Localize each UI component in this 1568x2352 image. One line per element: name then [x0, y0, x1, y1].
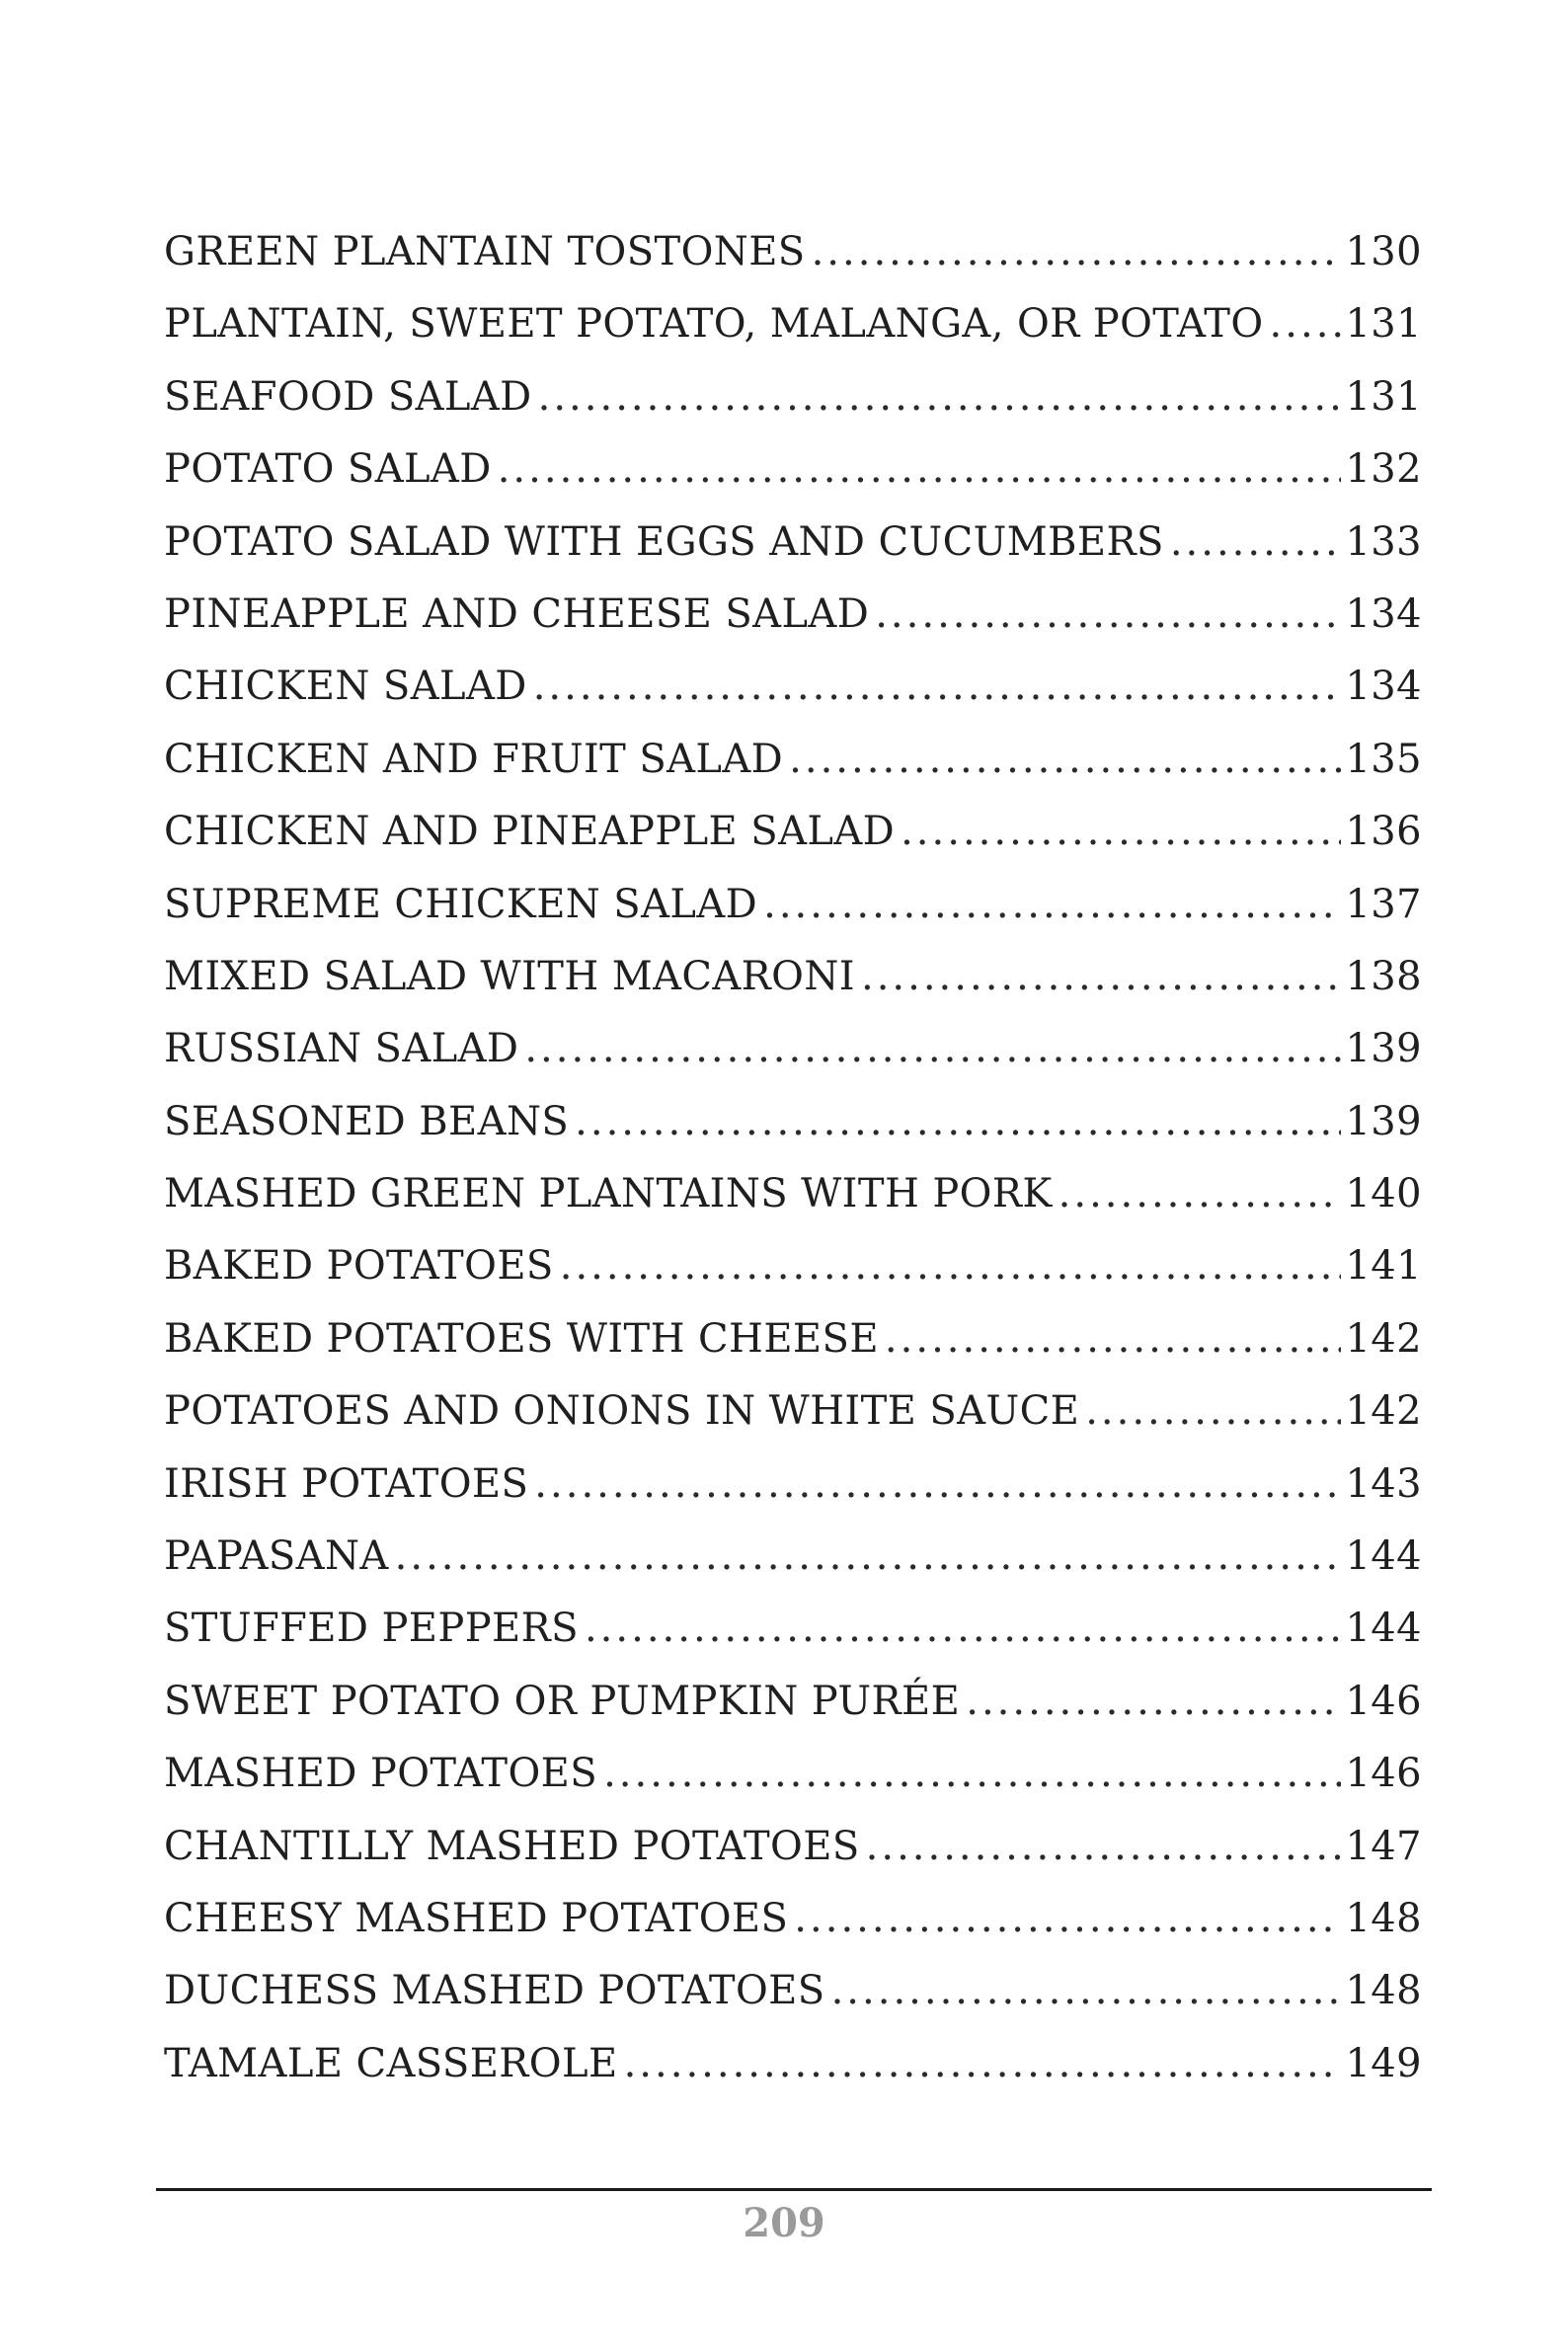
toc-entry-page-number: 132: [1345, 446, 1422, 493]
toc-entry-page-number: 135: [1345, 736, 1422, 782]
toc-entry[interactable]: [164, 737, 1422, 809]
toc-entry[interactable]: [164, 1533, 1422, 1606]
toc-entry[interactable]: [164, 1243, 1422, 1315]
toc-entry-page-number: 144: [1345, 1606, 1422, 1652]
toc-entry-page-number: 142: [1345, 1388, 1422, 1435]
toc-entry-title: SUPREME CHICKEN SALAD: [164, 881, 758, 927]
toc-entry-page-number: 134: [1345, 664, 1422, 710]
toc-entry-page-number: 149: [1345, 2040, 1422, 2086]
toc-entry-title: SWEET POTATO OR PUMPKIN PURÉE: [164, 1678, 961, 1724]
table-of-contents: [164, 229, 1422, 2113]
toc-entry-title: PINEAPPLE AND CHEESE SALAD: [164, 590, 870, 637]
dot-leader: [866, 1824, 1342, 1869]
toc-entry[interactable]: [164, 1679, 1422, 1751]
toc-entry-title: POTATOES AND ONIONS IN WHITE SAUCE: [164, 1388, 1080, 1435]
toc-entry-title: CHANTILLY MASHED POTATOES: [164, 1823, 860, 1869]
dot-leader: [794, 1896, 1341, 1941]
toc-entry[interactable]: [164, 882, 1422, 954]
toc-entry-title: STUFFED PEPPERS: [164, 1606, 579, 1652]
toc-entry-title: CHICKEN AND FRUIT SALAD: [164, 736, 784, 782]
dot-leader: [560, 1243, 1342, 1289]
dot-leader: [966, 1679, 1341, 1724]
toc-entry[interactable]: [164, 1461, 1422, 1533]
toc-entry[interactable]: [164, 2041, 1422, 2113]
dot-leader: [603, 1751, 1341, 1796]
dot-leader: [812, 229, 1342, 274]
toc-entry-title: SEAFOOD SALAD: [164, 373, 532, 420]
toc-entry-page-number: 130: [1345, 229, 1422, 274]
dot-leader: [538, 374, 1342, 420]
toc-entry-title: PAPASANA: [164, 1533, 389, 1580]
toc-entry[interactable]: [164, 1968, 1422, 2040]
toc-entry-page-number: 131: [1345, 373, 1422, 420]
dot-leader: [885, 1316, 1342, 1362]
dot-leader: [1085, 1388, 1341, 1434]
toc-entry[interactable]: [164, 1388, 1422, 1460]
toc-entry-title: SEASONED BEANS: [164, 1098, 570, 1144]
toc-entry-page-number: 136: [1345, 809, 1422, 855]
dot-leader: [534, 1461, 1341, 1507]
toc-entry-page-number: 144: [1345, 1533, 1422, 1580]
toc-entry[interactable]: [164, 1824, 1422, 1896]
toc-entry[interactable]: [164, 591, 1422, 664]
dot-leader: [395, 1533, 1342, 1579]
toc-entry[interactable]: [164, 1171, 1422, 1243]
dot-leader: [875, 591, 1341, 637]
toc-entry-page-number: 134: [1345, 590, 1422, 637]
toc-entry[interactable]: [164, 809, 1422, 881]
toc-entry-title: CHICKEN AND PINEAPPLE SALAD: [164, 809, 896, 855]
toc-entry-title: BAKED POTATOES: [164, 1243, 554, 1290]
toc-entry-page-number: 146: [1345, 1751, 1422, 1797]
toc-entry-title: MASHED POTATOES: [164, 1751, 598, 1797]
toc-entry-page-number: 148: [1345, 1895, 1422, 1941]
toc-entry-page-number: 138: [1345, 953, 1422, 999]
toc-entry-title: POTATO SALAD: [164, 446, 492, 493]
toc-entry-page-number: 131: [1345, 301, 1422, 348]
page-number: 209: [743, 2200, 825, 2246]
toc-entry-page-number: 147: [1345, 1823, 1422, 1869]
dot-leader: [763, 882, 1341, 927]
toc-entry[interactable]: [164, 664, 1422, 736]
toc-entry-title: BAKED POTATOES WITH CHEESE: [164, 1315, 879, 1362]
toc-entry-title: DUCHESS MASHED POTATOES: [164, 1968, 825, 2014]
toc-entry-page-number: 139: [1345, 1098, 1422, 1144]
toc-entry[interactable]: [164, 374, 1422, 446]
dot-leader: [585, 1606, 1341, 1651]
toc-entry-page-number: 133: [1345, 518, 1422, 565]
dot-leader: [624, 2041, 1342, 2086]
toc-entry[interactable]: [164, 954, 1422, 1026]
toc-entry-page-number: 139: [1345, 1026, 1422, 1072]
dot-leader: [1170, 519, 1342, 565]
dot-leader: [831, 1968, 1342, 2013]
toc-entry-page-number: 148: [1345, 1968, 1422, 2014]
toc-entry-title: POTATO SALAD WITH EGGS AND CUCUMBERS: [164, 518, 1164, 565]
toc-entry-title: IRISH POTATOES: [164, 1460, 529, 1507]
toc-entry-page-number: 146: [1345, 1678, 1422, 1724]
toc-entry[interactable]: [164, 519, 1422, 591]
toc-entry-page-number: 141: [1345, 1243, 1422, 1290]
toc-entry-title: GREEN PLANTAIN TOSTONES: [164, 229, 806, 274]
dot-leader: [1270, 301, 1342, 347]
toc-entry[interactable]: [164, 1026, 1422, 1098]
toc-entry[interactable]: [164, 1606, 1422, 1678]
dot-leader: [789, 737, 1341, 782]
footer-divider: [156, 2188, 1432, 2191]
toc-entry-page-number: 140: [1345, 1171, 1422, 1217]
toc-entry[interactable]: [164, 446, 1422, 518]
dot-leader: [575, 1099, 1341, 1144]
toc-entry-title: TAMALE CASSEROLE: [164, 2040, 618, 2086]
toc-entry[interactable]: [164, 301, 1422, 373]
toc-entry-title: MASHED GREEN PLANTAINS WITH PORK: [164, 1171, 1053, 1217]
dot-leader: [524, 1026, 1341, 1071]
toc-entry[interactable]: [164, 1751, 1422, 1823]
dot-leader: [861, 954, 1341, 999]
toc-entry[interactable]: [164, 229, 1422, 301]
dot-leader: [498, 446, 1342, 492]
dot-leader: [1058, 1171, 1342, 1216]
toc-entry-title: CHICKEN SALAD: [164, 664, 527, 710]
dot-leader: [901, 809, 1341, 854]
toc-entry-page-number: 137: [1345, 881, 1422, 927]
toc-entry-title: MIXED SALAD WITH MACARONI: [164, 953, 855, 999]
toc-entry[interactable]: [164, 1896, 1422, 1968]
toc-entry-title: RUSSIAN SALAD: [164, 1026, 519, 1072]
toc-entry-page-number: 143: [1345, 1460, 1422, 1507]
toc-entry[interactable]: [164, 1316, 1422, 1388]
dot-leader: [533, 664, 1342, 709]
toc-entry-title: CHEESY MASHED POTATOES: [164, 1895, 789, 1941]
toc-entry-title: PLANTAIN, SWEET POTATO, MALANGA, OR POTATO: [164, 301, 1264, 348]
toc-entry-page-number: 142: [1345, 1315, 1422, 1362]
toc-entry[interactable]: [164, 1099, 1422, 1171]
